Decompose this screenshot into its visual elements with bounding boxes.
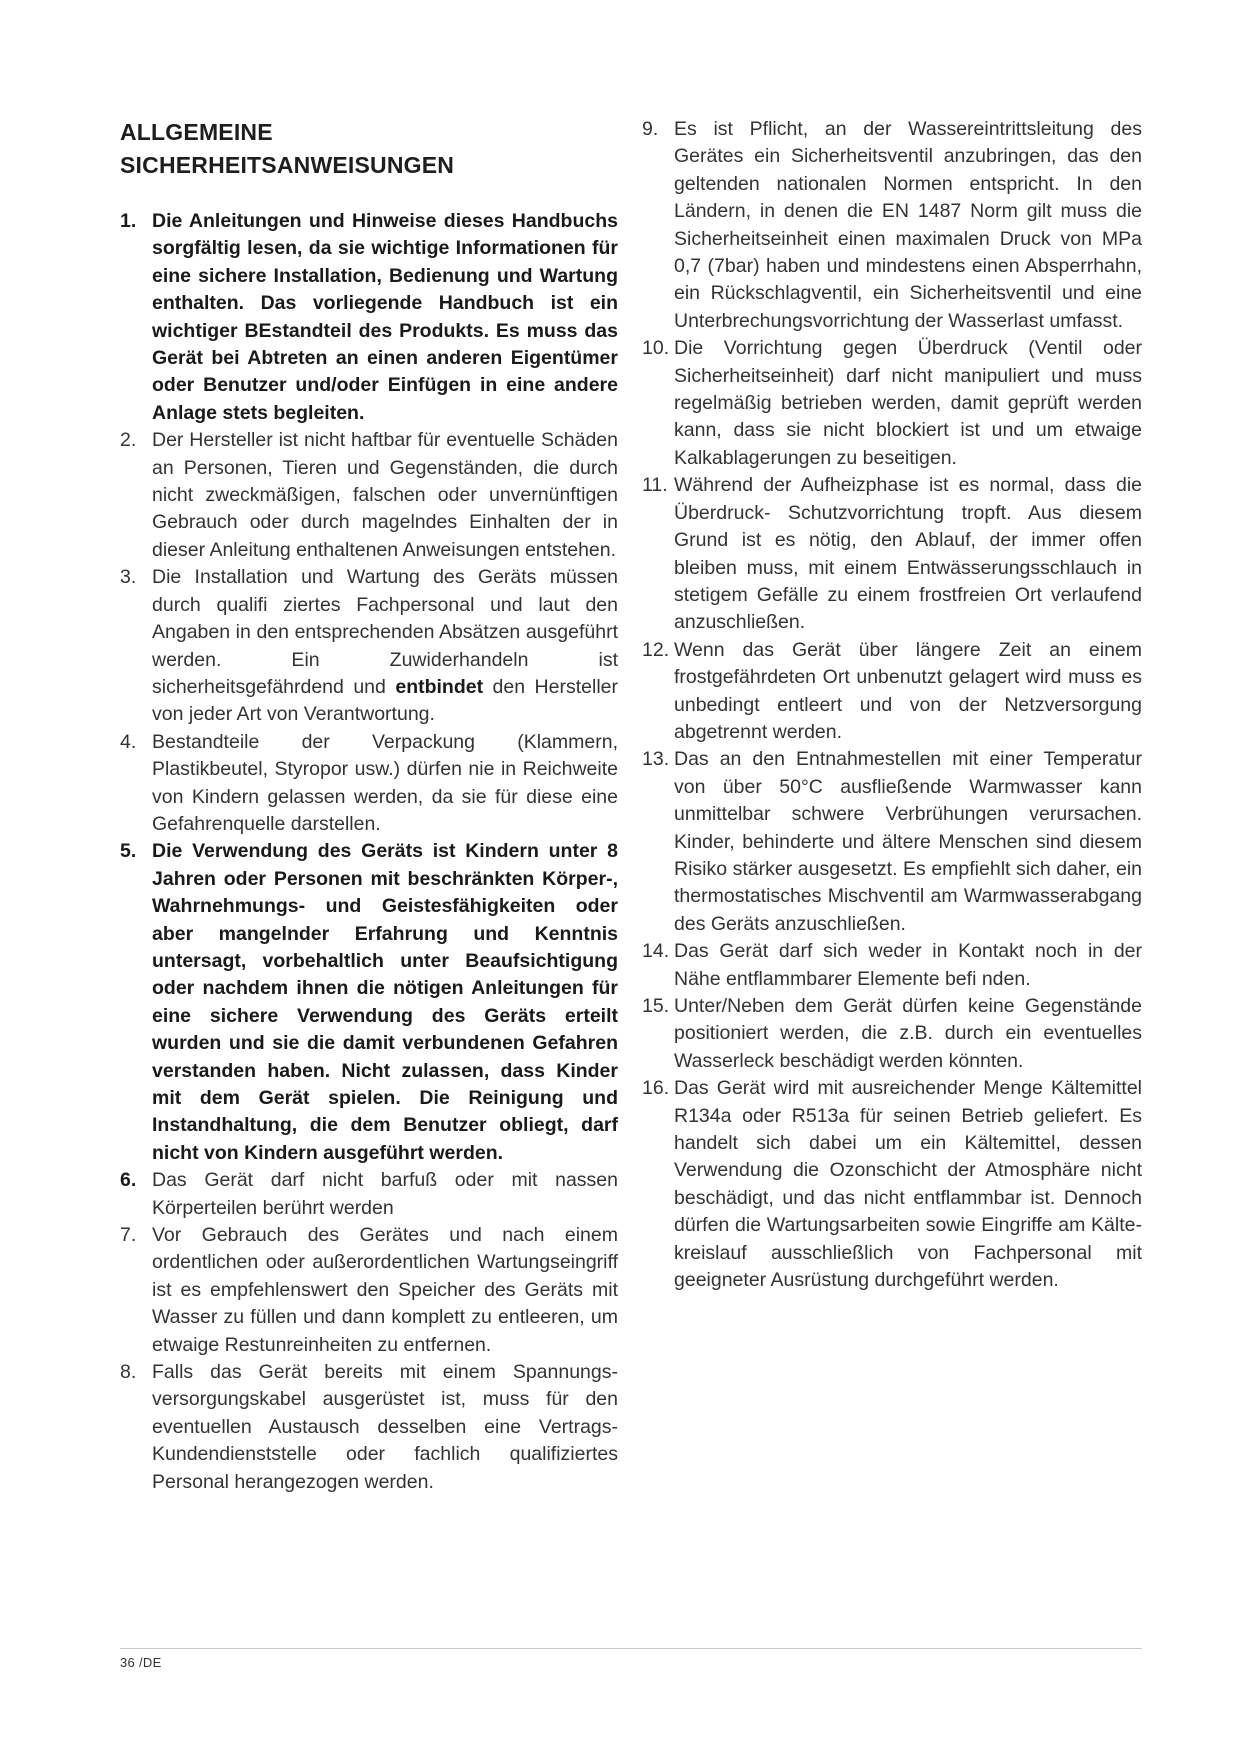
item-text: Das Gerät darf sich weder in Kontakt noch in der Nähe entflammbarer Elemente befi nden. — [674, 940, 1142, 990]
list-item-16 — [642, 1075, 1142, 1294]
item-number: 9. — [642, 118, 659, 140]
item-text-bold: entbindet — [395, 675, 484, 698]
item-text: Die Verwendung des Geräts ist Kindern unter 8 Jahren oder Personen mit beschränkten Körper-, Wahrnehmungs- und Geistesfähigkeiten oder aber mangelnder Erfahrung und Kenntnis untersagt, vorbehaltlich unter Beaufsichtigung oder nachdem ihnen die nötigen Anleitungen für eine sichere Verwendung des Geräts erteilt wurden und sie die damit verbundenen Gefahren verstanden haben. Nicht zulassen, dass Kinder mit dem Gerät spielen. Die Reinigung und Instandhaltung, die dem Benutzer obliegt, darf nicht von Kindern ausgeführt werden. — [152, 840, 618, 1164]
list-item-12 — [642, 637, 1142, 747]
list-item-10 — [642, 335, 1142, 472]
item-text: Die Vorrichtung gegen Überdruck (Ventil oder Sicherheitseinheit) darf nicht manipuliert und muss regelmäßig betrieben werden, damit geprüft werden kann, dass sie nicht blockiert ist und um etwaige Kalkablagerungen zu beseitigen. — [674, 337, 1142, 469]
list-item-5 — [120, 838, 618, 1167]
list-item-13 — [642, 746, 1142, 938]
item-number: 12. — [642, 638, 670, 661]
item-number: 10. — [642, 337, 670, 360]
item-number: 15. — [642, 995, 670, 1017]
item-text: Das Gerät wird mit ausreichender Menge Kältemittel R134a oder R513a für seinen Betrieb geliefert. Es handelt sich dabei um ein Kältemittel, dessen Verwendung die Ozonschicht der Atmosphäre nicht beschädigt, und das nicht entflammbar ist. Dennoch dürfen die Wartungsarbeiten sowie Eingriffe am Kältekreislauf ausschließlich von Fachpersonal mit geeigneter Ausrüstung durchgeführt werden. — [674, 1077, 1142, 1292]
page-number: 36 /DE — [120, 1655, 162, 1670]
safety-instructions-list-left — [120, 208, 618, 1496]
item-number: 2. — [120, 429, 137, 452]
item-number: 16. — [642, 1077, 670, 1100]
item-text: Vor Gebrauch des Gerätes und nach einem ordentlichen oder außerordentlichen Wartungseingriff ist es empfehlenswert den Speicher des Geräts mit Wasser zu füllen und dann komplett zu entleeren, um etwaige Restunreinheiten zu entfernen. — [152, 1224, 618, 1356]
item-text — [152, 564, 618, 728]
list-item-14 — [642, 938, 1142, 993]
item-number: 4. — [120, 730, 137, 753]
page-title — [120, 116, 618, 182]
item-text: Unter/Neben dem Gerät dürfen keine Gegenstände positioniert werden, die z.B. durch ein eventuelles Wasserleck beschädigt werden könnten. — [674, 995, 1142, 1072]
list-item-7 — [120, 1222, 618, 1359]
title-line-1: ALLGEMEINE — [120, 119, 273, 145]
item-number: 8. — [120, 1361, 137, 1384]
safety-instructions-list-right — [642, 116, 1142, 1294]
left-column — [120, 116, 618, 1496]
list-item-1 — [120, 208, 618, 427]
item-text: Wenn das Gerät über längere Zeit an einem frostgefährdeten Ort unbenutzt gelagert wird muss es unbedingt entleert und von der Netzversorgung abgetrennt werden. — [674, 638, 1142, 743]
item-text: Es ist Pflicht, an der Wassereintrittsleitung des Gerätes ein Sicherheitsventil anzubringen, das den geltenden nationalen Normen entspricht. In den Ländern, in denen die EN 1487 Norm gilt muss die Sicherheitseinheit einen maximalen Druck von MPa 0,7 (7bar) haben und mindestens einen Absperrhahn, ein Rückschlagventil, ein Sicherheitsventil und eine Unterbrechungsvorrichtung der Wasserlast umfasst. — [674, 118, 1142, 332]
title-line-2: SICHERHEITSANWEISUNGEN — [120, 152, 455, 178]
item-text-part-b: den Hersteller von jeder Art von Verantwortung. — [152, 675, 618, 726]
item-number: 7. — [120, 1224, 137, 1247]
item-number: 1. — [120, 210, 137, 232]
item-number: 6. — [120, 1169, 137, 1192]
item-number: 13. — [642, 748, 670, 771]
list-item-8 — [120, 1359, 618, 1496]
footer-divider — [120, 1648, 1142, 1649]
list-item-6 — [120, 1167, 618, 1222]
right-column — [642, 116, 1142, 1294]
item-number: 14. — [642, 940, 670, 963]
item-text: Die Anleitungen und Hinweise dieses Handbuchs sorgfältig lesen, da sie wichtige Informationen für eine sichere Installation, Bedienung und Wartung enthalten. Das vorliegende Handbuch ist ein wichtiger BEstandteil des Produkts. Es muss das Gerät bei Abtreten an einen anderen Eigentümer oder Benutzer und/oder Einfügen in eine andere Anlage stets begleiten. — [152, 210, 618, 424]
item-number: 11. — [642, 474, 668, 497]
list-item-4 — [120, 729, 618, 839]
item-text: Der Hersteller ist nicht haftbar für eventuelle Schäden an Personen, Tieren und Gegenständen, die durch nicht zweckmäßigen, falschen oder unvernünftigen Gebrauch oder durch magelndes Einhalten der in dieser Anleitung enthaltenen Anweisungen entstehen. — [152, 429, 618, 561]
list-item-9 — [642, 116, 1142, 335]
list-item-2 — [120, 427, 618, 564]
item-text: Während der Aufheizphase ist es normal, dass die Überdruck- Schutzvorrichtung tropft. Aus diesem Grund ist es nötig, den Ablauf, der immer offen bleiben muss, mit einem Entwässerungsschlauch in stetigem Gefälle zu einem frostfreien Ort verlaufend anzuschließen. — [674, 474, 1142, 634]
item-text: Das an den Entnahmestellen mit einer Temperatur von über 50°C ausfließende Warmwasser kann unmittelbar schwere Verbrühungen verursachen. Kinder, behinderte und ältere Menschen sind diesem Risiko stärker ausgesetzt. Es empfiehlt sich daher, ein thermostatisches Mischventil am Warmwasserabgang des Geräts anzuschließen. — [674, 748, 1142, 935]
item-text: Das Gerät darf nicht barfuß oder mit nassen Körperteilen berührt werden — [152, 1169, 618, 1219]
item-text: Falls das Gerät bereits mit einem Spannungsversorgungskabel ausgerüstet ist, muss für den eventuellen Austausch desselben eine Vertrags-Kundendienststelle oder fachlich qualifiziertes Personal herangezogen werden. — [152, 1361, 618, 1493]
item-number: 3. — [120, 566, 137, 589]
item-number: 5. — [120, 840, 137, 863]
item-text-part-a: Die Installation und Wartung des Geräts müssen durch qualifi ziertes Fachpersonal und laut den Angaben in den entsprechenden Absätzen ausgeführt werden. Ein Zuwiderhandeln ist sicherheitsgefährdend und — [152, 566, 618, 698]
list-item-15 — [642, 993, 1142, 1075]
list-item-3 — [120, 564, 618, 728]
item-text: Bestandteile der Verpackung (Klammern, Plastikbeutel, Styropor usw.) dürfen nie in Reichweite von Kindern gelassen werden, da sie für diese eine Gefahrenquelle darstellen. — [152, 730, 618, 835]
list-item-11 — [642, 472, 1142, 636]
